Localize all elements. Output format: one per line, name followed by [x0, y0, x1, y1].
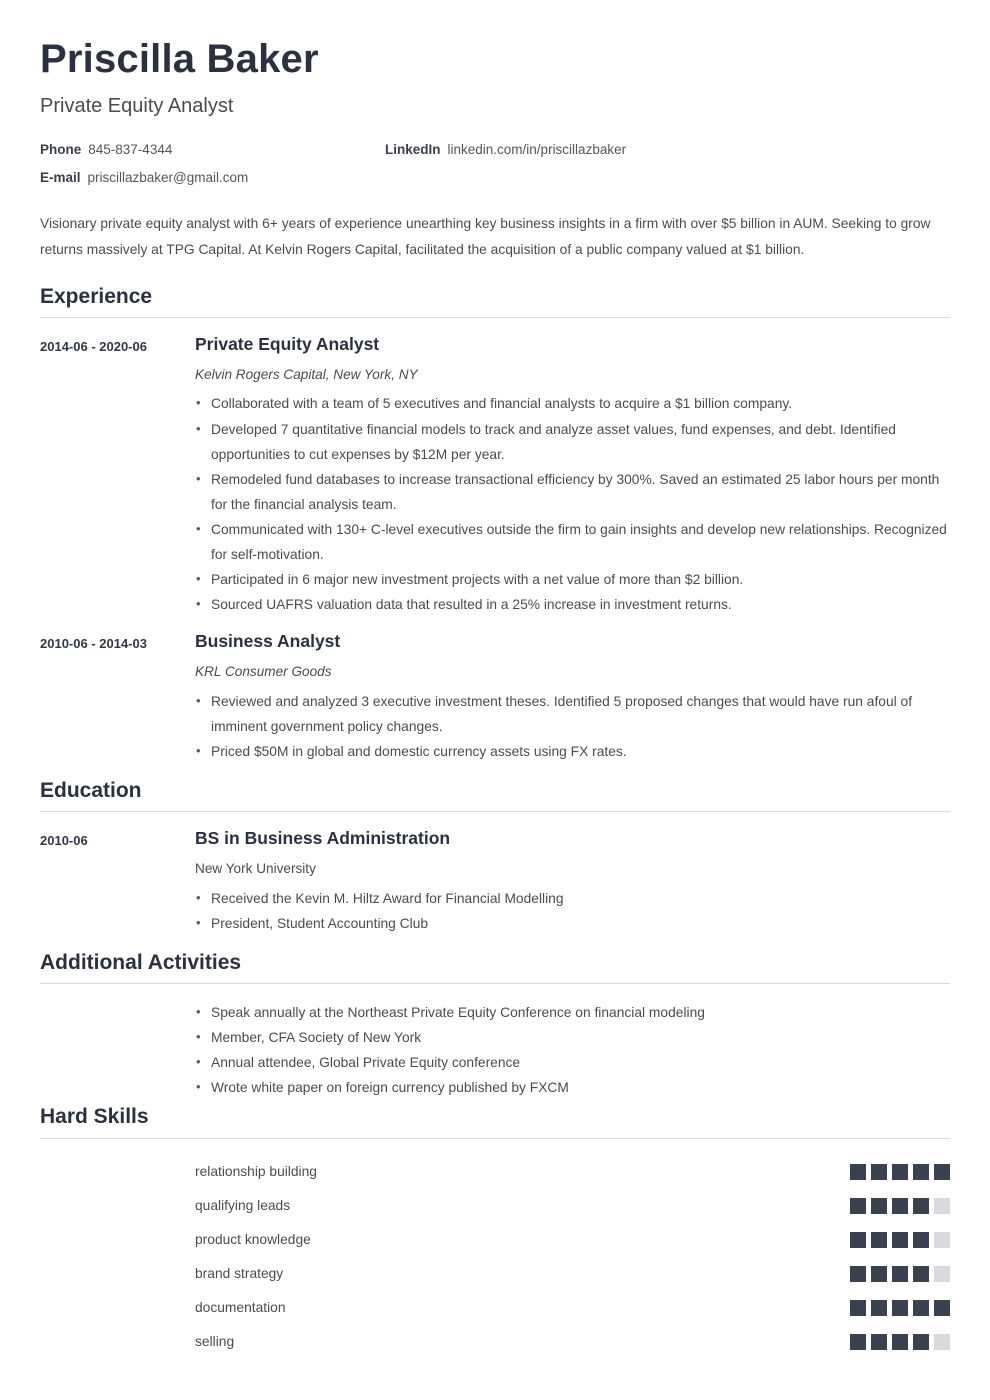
contact-email-label: E-mail — [40, 170, 81, 185]
list-item: • Communicated with 130+ C-level executives outside the firm to gain insights and develop new relationships. Recognized for self-motivation. — [195, 517, 950, 567]
entry-school: New York University — [195, 861, 316, 877]
skill-rating — [850, 1232, 950, 1248]
list-item: • Annual attendee, Global Private Equity conference — [195, 1050, 950, 1075]
entry-body — [195, 828, 950, 935]
activities-body — [195, 1000, 950, 1100]
section-education — [40, 778, 950, 936]
list-item: • Member, CFA Society of New York — [195, 1025, 950, 1050]
skill-rating — [850, 1300, 950, 1316]
entry-degree: BS in Business Administration — [195, 828, 451, 849]
section-divider — [40, 1138, 950, 1139]
contact-linkedin-label: LinkedIn — [385, 142, 441, 157]
skill-square-filled — [892, 1198, 908, 1214]
section-additional-activities — [40, 950, 950, 1101]
section-divider — [40, 983, 950, 984]
activities-bullet-list — [195, 1000, 950, 1100]
skill-square-filled — [871, 1266, 887, 1282]
skill-square-filled — [913, 1334, 929, 1350]
section-title-experience: Experience — [40, 285, 153, 309]
section-experience — [40, 284, 950, 764]
professional-summary: Visionary private equity analyst with 6+ years of experience unearthing key business insights in a firm with over $5 billion in AUM. Seeking to grow returns massively at TPG Capital. At Kelvin Rogers Capital, facilitated the acquisition of a public company valued at $1 billion. — [40, 216, 931, 257]
skill-square-filled — [892, 1300, 908, 1316]
skill-square-filled — [850, 1198, 866, 1214]
skill-square-filled — [850, 1300, 866, 1316]
entry-job-title: Private Equity Analyst — [195, 334, 380, 355]
contact-row — [40, 170, 950, 185]
candidate-name: Priscilla Baker — [40, 37, 319, 81]
skill-square-filled — [892, 1232, 908, 1248]
resume-header — [40, 38, 950, 262]
skill-row — [195, 1223, 950, 1257]
skill-row — [195, 1189, 950, 1223]
list-item: • President, Student Accounting Club — [195, 911, 950, 936]
experience-entry — [40, 631, 950, 764]
skill-label: brand strategy — [195, 1265, 284, 1281]
skill-label: product knowledge — [195, 1231, 311, 1247]
contact-email-value[interactable]: priscillazbaker@gmail.com — [87, 170, 249, 185]
entry-date: 2010-06 - 2014-03 — [40, 636, 147, 652]
list-item: • Sourced UAFRS valuation data that resulted in a 25% increase in investment returns. — [195, 592, 950, 617]
skill-label: documentation — [195, 1299, 286, 1315]
contact-email — [40, 170, 385, 185]
contact-row — [40, 142, 950, 157]
entry-company: Kelvin Rogers Capital, New York, NY — [195, 367, 418, 383]
skill-label: selling — [195, 1333, 235, 1349]
list-item: • Remodeled fund databases to increase transactional efficiency by 300%. Saved an estimated 25 labor hours per month for the financial analysis team. — [195, 467, 950, 517]
skill-square-filled — [871, 1300, 887, 1316]
contact-phone-label: Phone — [40, 142, 82, 157]
skill-square-filled — [934, 1300, 950, 1316]
skill-row — [195, 1155, 950, 1189]
entry-date: 2010-06 — [40, 833, 88, 849]
skill-square-empty — [934, 1198, 950, 1214]
skill-square-filled — [850, 1232, 866, 1248]
skill-square-filled — [913, 1164, 929, 1180]
contact-linkedin-value[interactable]: linkedin.com/in/priscillazbaker — [447, 142, 627, 157]
skill-label: qualifying leads — [195, 1197, 291, 1213]
entry-body — [195, 334, 950, 617]
list-item: • Priced $50M in global and domestic currency assets using FX rates. — [195, 739, 950, 764]
skill-row — [195, 1325, 950, 1359]
contact-phone — [40, 142, 385, 157]
skill-square-filled — [892, 1334, 908, 1350]
skill-label: relationship building — [195, 1163, 317, 1179]
skill-square-filled — [871, 1164, 887, 1180]
skill-rating — [850, 1266, 950, 1282]
skill-row — [195, 1257, 950, 1291]
skill-rating — [850, 1198, 950, 1214]
skill-rating — [850, 1334, 950, 1350]
list-item: • Speak annually at the Northeast Private Equity Conference on financial modeling — [195, 1000, 950, 1025]
skill-rating — [850, 1164, 950, 1180]
section-title-education: Education — [40, 779, 142, 803]
skill-square-filled — [871, 1198, 887, 1214]
skill-square-empty — [934, 1232, 950, 1248]
skill-square-filled — [913, 1266, 929, 1282]
skill-square-filled — [850, 1334, 866, 1350]
section-divider — [40, 811, 950, 812]
skill-square-filled — [871, 1232, 887, 1248]
contact-linkedin — [385, 142, 950, 157]
contact-details — [40, 142, 950, 185]
entry-bullet-list — [195, 391, 950, 617]
entry-date: 2014-06 - 2020-06 — [40, 339, 147, 355]
entry-company: KRL Consumer Goods — [195, 664, 332, 680]
section-hard-skills — [40, 1104, 950, 1358]
list-item: • Received the Kevin M. Hiltz Award for Financial Modelling — [195, 886, 950, 911]
entry-job-title: Business Analyst — [195, 631, 341, 652]
skill-square-filled — [850, 1266, 866, 1282]
list-item: • Collaborated with a team of 5 executives and financial analysts to acquire a $1 billion company. — [195, 391, 950, 416]
section-title-activities: Additional Activities — [40, 950, 242, 974]
candidate-job-title: Private Equity Analyst — [40, 95, 234, 117]
entry-bullet-list — [195, 886, 950, 936]
skill-square-filled — [934, 1164, 950, 1180]
education-entry — [40, 828, 950, 935]
entry-body — [195, 631, 950, 764]
list-item: • Developed 7 quantitative financial models to track and analyze asset values, fund expenses, and debt. Identified opportunities to cut expenses by $12M per year. — [195, 417, 950, 467]
skill-square-filled — [892, 1164, 908, 1180]
list-item: • Participated in 6 major new investment projects with a net value of more than $2 billion. — [195, 567, 950, 592]
entry-bullet-list — [195, 689, 950, 764]
section-title-hard-skills: Hard Skills — [40, 1105, 149, 1129]
skill-square-empty — [934, 1266, 950, 1282]
skill-square-filled — [913, 1198, 929, 1214]
skills-list — [195, 1155, 950, 1359]
list-item: • Wrote white paper on foreign currency published by FXCM — [195, 1075, 950, 1100]
skill-square-empty — [934, 1334, 950, 1350]
list-item: • Reviewed and analyzed 3 executive investment theses. Identified 5 proposed changes that would have run afoul of imminent government policy changes. — [195, 689, 950, 739]
section-divider — [40, 317, 950, 318]
skill-square-filled — [850, 1164, 866, 1180]
skill-row — [195, 1291, 950, 1325]
skill-square-filled — [913, 1232, 929, 1248]
contact-phone-value[interactable]: 845-837-4344 — [88, 142, 173, 157]
skill-square-filled — [913, 1300, 929, 1316]
skill-square-filled — [871, 1334, 887, 1350]
experience-entry — [40, 334, 950, 617]
skill-square-filled — [892, 1266, 908, 1282]
